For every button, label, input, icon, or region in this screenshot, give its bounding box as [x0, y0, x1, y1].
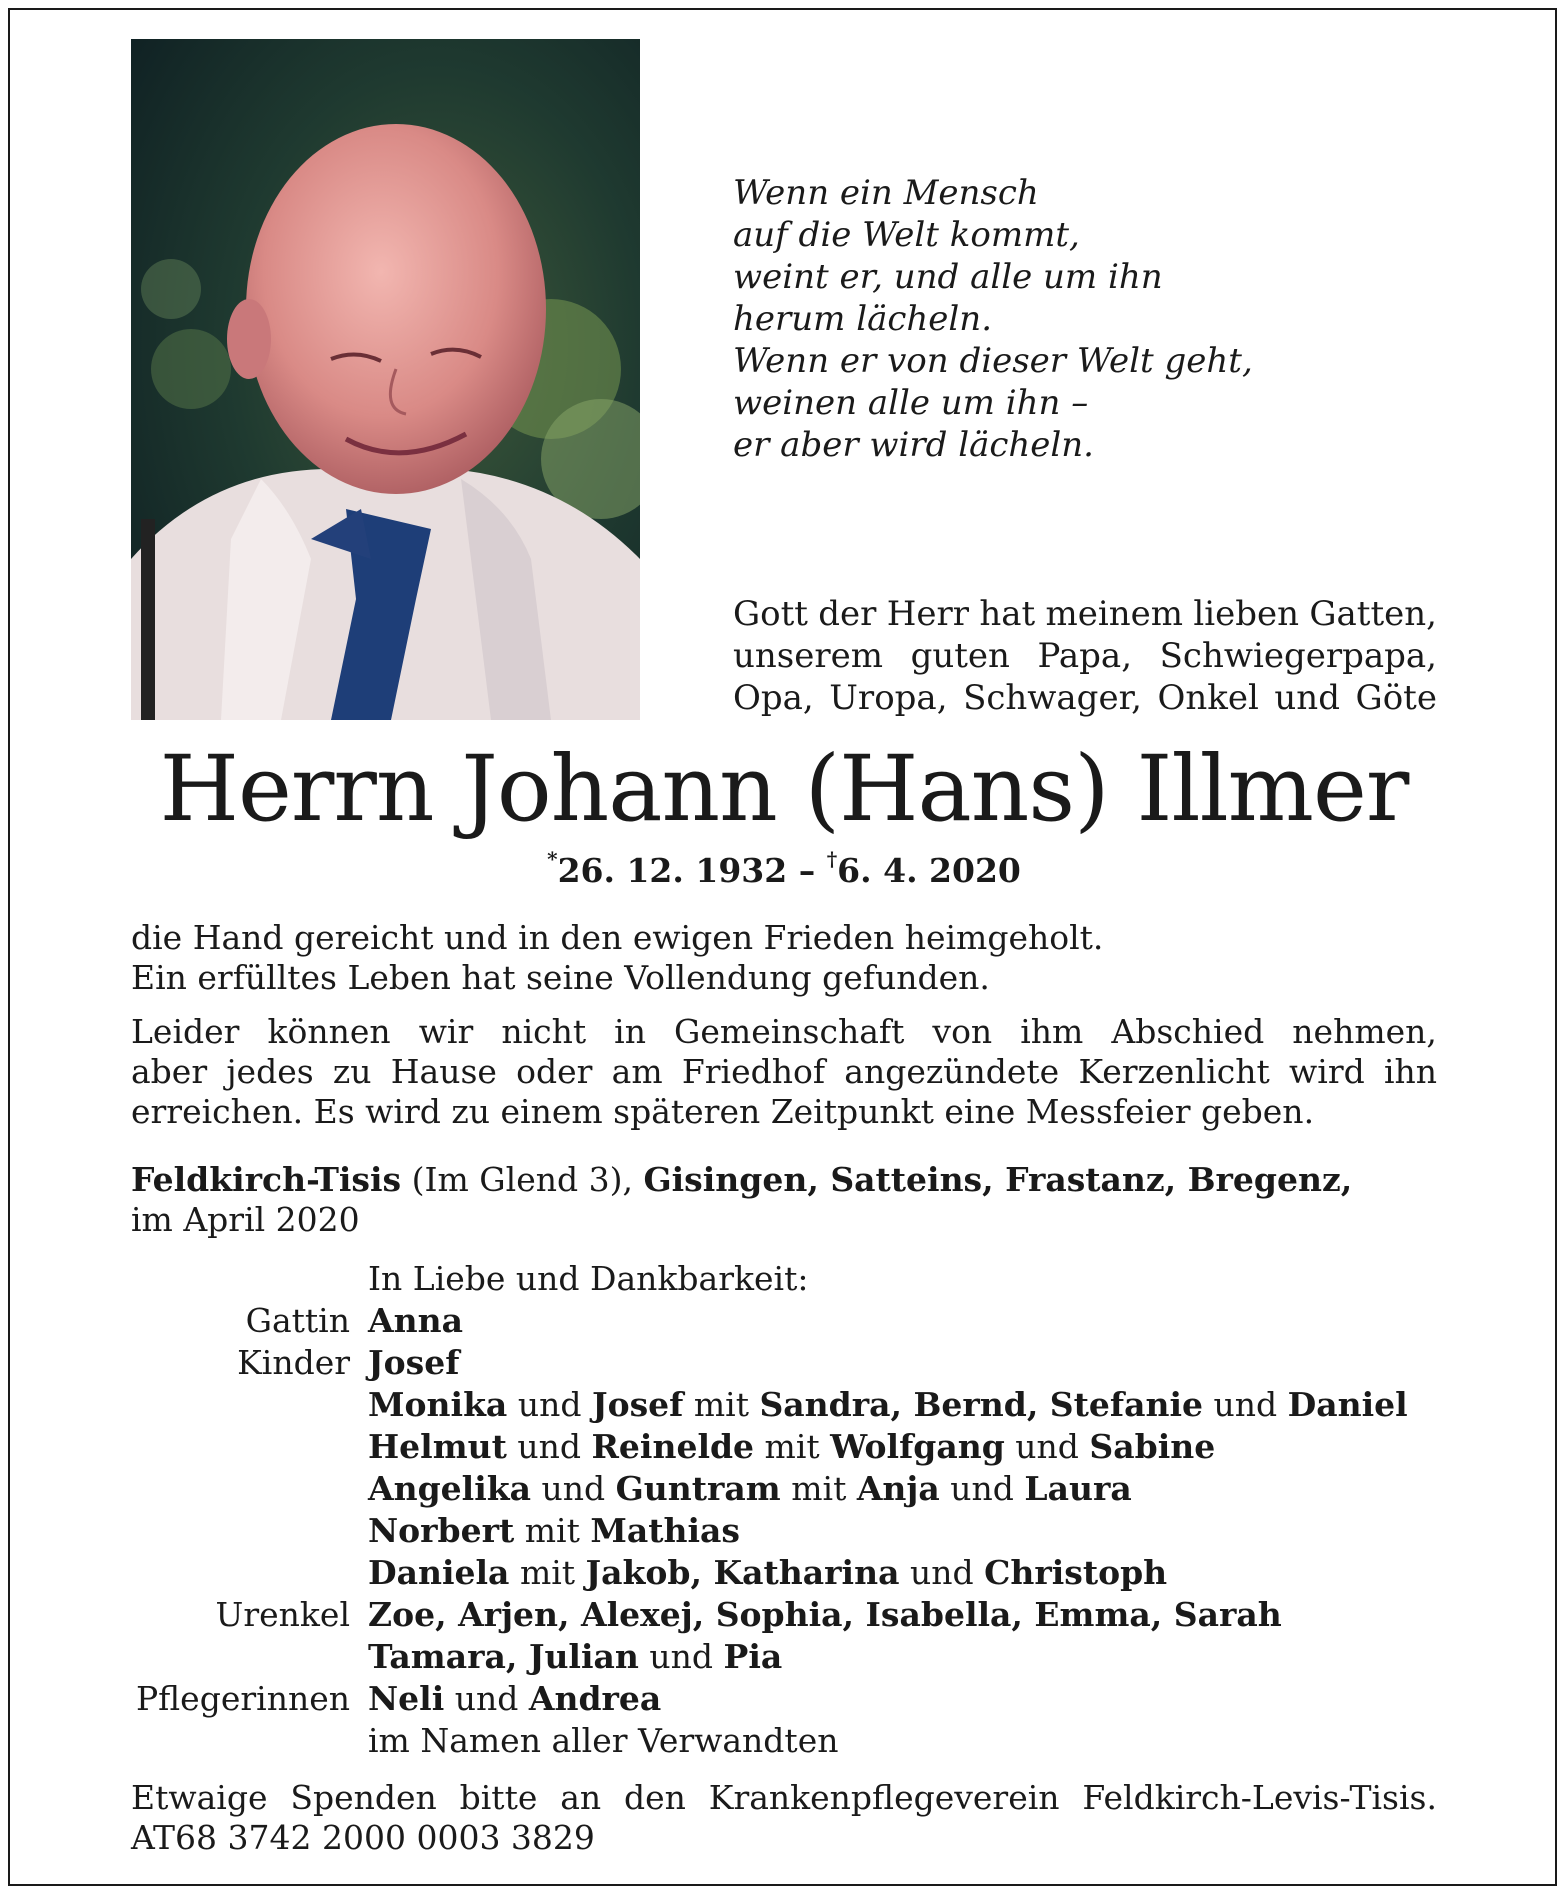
family-member-name: Josef: [591, 1385, 684, 1424]
donation-block: [131, 1778, 1437, 1858]
word: Spenden: [290, 1778, 437, 1817]
family-members: [368, 1342, 1445, 1384]
family-member-name: Guntram: [615, 1469, 781, 1508]
family-members: [368, 1678, 1445, 1720]
word: Kerzenlicht: [1078, 1052, 1270, 1091]
word: Schwager,: [963, 678, 1142, 718]
donation-line: [131, 1778, 1437, 1818]
family-row: [125, 1594, 1445, 1636]
family-label: Kinder: [237, 1343, 350, 1382]
body-line: [131, 1052, 1437, 1092]
word: wir: [418, 1012, 474, 1051]
word: Feldkirch-Levis-Tisis.: [1082, 1778, 1437, 1817]
word: Abschied: [1111, 1012, 1265, 1051]
family-label: [125, 1426, 368, 1468]
body-line: die Hand gereicht und in den ewigen Frieden heimgeholt.: [131, 918, 1104, 957]
life-dates: [131, 847, 1437, 890]
family-member-name: Jakob, Katharina: [585, 1553, 900, 1592]
word: am: [611, 1052, 663, 1091]
family-connector: mit: [754, 1427, 831, 1466]
family-label: Pflegerinnen: [135, 1679, 350, 1718]
family-connector: mit: [509, 1553, 586, 1592]
word: Schwiegerpapa,: [1159, 636, 1437, 676]
poem-line: weint er, und alle um ihn: [733, 257, 1163, 297]
poem-line: auf die Welt kommt,: [733, 215, 1080, 255]
word: Friedhof: [681, 1052, 826, 1091]
word: von: [932, 1012, 993, 1051]
family-member-name: Angelika: [368, 1469, 531, 1508]
portrait-image: [131, 39, 640, 720]
portrait-photo: [131, 39, 640, 720]
family-label: [125, 1510, 368, 1552]
poem-line: weinen alle um ihn –: [733, 383, 1089, 423]
family-connector: und: [939, 1469, 1025, 1508]
word: ihm: [1020, 1012, 1084, 1051]
body-line: [131, 1012, 1437, 1052]
family-members: [368, 1300, 1445, 1342]
location-place: Feldkirch-Tisis: [131, 1160, 402, 1199]
intro-line: [733, 677, 1437, 719]
family-members: [368, 1468, 1445, 1510]
family-members: [368, 1384, 1445, 1426]
family-member-name: Daniel: [1287, 1385, 1408, 1424]
word: nehmen,: [1292, 1012, 1437, 1051]
family-member-name: Christoph: [984, 1553, 1168, 1592]
family-label: [125, 1468, 368, 1510]
family-label: [125, 1636, 368, 1678]
family-members: [368, 1510, 1445, 1552]
family-connector: mit: [780, 1469, 857, 1508]
birth-date: 26. 12. 1932: [557, 851, 788, 890]
family-member-name: Sabine: [1089, 1427, 1216, 1466]
family-label: [125, 1720, 368, 1762]
body-paragraph-1: [131, 918, 1437, 998]
family-connector: und: [444, 1679, 529, 1718]
family-row: [125, 1426, 1445, 1468]
family-member-name: Tamara, Julian: [368, 1637, 639, 1676]
word: angezündete: [844, 1052, 1060, 1091]
word: Gemeinschaft: [674, 1012, 905, 1051]
family-member-name: Helmut: [368, 1427, 507, 1466]
word: den: [624, 1778, 686, 1817]
poem-line: Wenn er von dieser Welt geht,: [733, 341, 1253, 381]
word: Krankenpflegeverein: [708, 1778, 1060, 1817]
family-member-name: Anja: [856, 1469, 940, 1508]
family-row: [125, 1468, 1445, 1510]
poem-line: herum lächeln.: [733, 299, 993, 339]
family-connector: und: [638, 1637, 724, 1676]
family-member-name: Josef: [368, 1343, 460, 1382]
word: lieben: [1193, 594, 1300, 634]
family-connector: und: [1202, 1385, 1288, 1424]
family-heading: In Liebe und Dankbarkeit:: [368, 1259, 809, 1298]
location-block: [131, 1160, 1437, 1240]
word: ihn: [1383, 1052, 1437, 1091]
word: bitte: [459, 1778, 538, 1817]
family-members: [368, 1594, 1445, 1636]
word: Gatten,: [1309, 594, 1437, 634]
poem-line: er aber wird lächeln.: [733, 425, 1094, 465]
family-connector: im Namen aller Verwandten: [368, 1721, 839, 1760]
word: können: [267, 1012, 391, 1051]
word: hat: [979, 594, 1036, 634]
family-connector: und: [506, 1427, 592, 1466]
word: unserem: [733, 636, 883, 676]
family-row: [125, 1552, 1445, 1594]
word: nicht: [501, 1012, 587, 1051]
family-connector: und: [507, 1385, 592, 1424]
family-row: [125, 1636, 1445, 1678]
date-dash: –: [787, 851, 827, 890]
word: wird: [1289, 1052, 1365, 1091]
birth-mark: *: [547, 847, 558, 871]
word: jedes: [226, 1052, 314, 1091]
family-member-name: Reinelde: [591, 1427, 755, 1466]
location-line: [131, 1160, 1437, 1200]
family-members: [368, 1720, 1445, 1762]
word: oder: [516, 1052, 593, 1091]
word: aber: [131, 1052, 208, 1091]
intro-text: [733, 593, 1437, 719]
word: Uropa,: [829, 678, 948, 718]
family-list: [125, 1258, 1445, 1762]
poem-line: Wenn ein Mensch: [733, 173, 1039, 213]
family-member-name: Laura: [1024, 1469, 1132, 1508]
word: Onkel: [1157, 678, 1259, 718]
family-heading-row: [125, 1258, 1445, 1300]
family-member-name: Pia: [723, 1637, 783, 1676]
family-connector: und: [1004, 1427, 1090, 1466]
family-row: [125, 1384, 1445, 1426]
body-line: erreichen. Es wird zu einem späteren Zeitpunkt eine Messfeier geben.: [131, 1092, 1315, 1131]
family-label: Gattin: [245, 1301, 350, 1340]
family-member-name: Daniela: [368, 1553, 510, 1592]
family-connector: und: [531, 1469, 616, 1508]
family-row: [125, 1342, 1445, 1384]
intro-line: [733, 593, 1437, 635]
family-label: [125, 1258, 368, 1300]
family-member-name: Sandra, Bernd, Stefanie: [759, 1385, 1203, 1424]
family-label: [125, 1552, 368, 1594]
word: und: [1274, 678, 1340, 718]
body-line: Ein erfülltes Leben hat seine Vollendung gefunden.: [131, 958, 990, 997]
family-member-name: Andrea: [528, 1679, 662, 1718]
family-label: Urenkel: [215, 1595, 350, 1634]
donation-iban: AT68 3742 2000 0003 3829: [131, 1818, 595, 1857]
word: meinem: [1045, 594, 1184, 634]
family-connector: und: [899, 1553, 985, 1592]
family-members: [368, 1636, 1445, 1678]
word: Gott: [733, 594, 808, 634]
word: Etwaige: [131, 1778, 268, 1817]
location-date: im April 2020: [131, 1200, 360, 1239]
poem: [733, 172, 1293, 466]
family-connector: mit: [514, 1511, 591, 1550]
family-member-name: Anna: [368, 1301, 463, 1340]
family-members: [368, 1552, 1445, 1594]
body-paragraph-2: [131, 1012, 1437, 1132]
word: Herr: [886, 594, 970, 634]
family-label: [125, 1384, 368, 1426]
word: an: [560, 1778, 602, 1817]
family-member-name: Neli: [368, 1679, 445, 1718]
word: zu: [332, 1052, 372, 1091]
family-member-name: Norbert: [368, 1511, 515, 1550]
intro-line: [733, 635, 1437, 677]
family-row: [125, 1300, 1445, 1342]
family-member-name: Monika: [368, 1385, 508, 1424]
word: Leider: [131, 1012, 240, 1051]
family-member-name: Zoe, Arjen, Alexej, Sophia, Isabella, Emma, Sarah: [368, 1595, 1282, 1634]
family-row: [125, 1720, 1445, 1762]
word: guten: [910, 636, 1010, 676]
location-address: (Im Glend 3),: [401, 1160, 644, 1199]
family-member-name: Wolfgang: [830, 1427, 1005, 1466]
death-mark: †: [826, 847, 838, 871]
family-connector: mit: [683, 1385, 760, 1424]
word: der: [818, 594, 877, 634]
death-date: 6. 4. 2020: [837, 851, 1021, 890]
family-members: [368, 1426, 1445, 1468]
family-row: [125, 1510, 1445, 1552]
word: Göte: [1355, 678, 1437, 718]
family-member-name: Mathias: [590, 1511, 741, 1550]
word: Opa,: [733, 678, 814, 718]
word: in: [614, 1012, 646, 1051]
family-row: [125, 1678, 1445, 1720]
location-others: Gisingen, Satteins, Frastanz, Bregenz,: [643, 1160, 1353, 1199]
deceased-name: Herrn Johann (Hans) Illmer: [159, 737, 1409, 842]
word: Papa,: [1037, 636, 1133, 676]
word: Hause: [390, 1052, 497, 1091]
